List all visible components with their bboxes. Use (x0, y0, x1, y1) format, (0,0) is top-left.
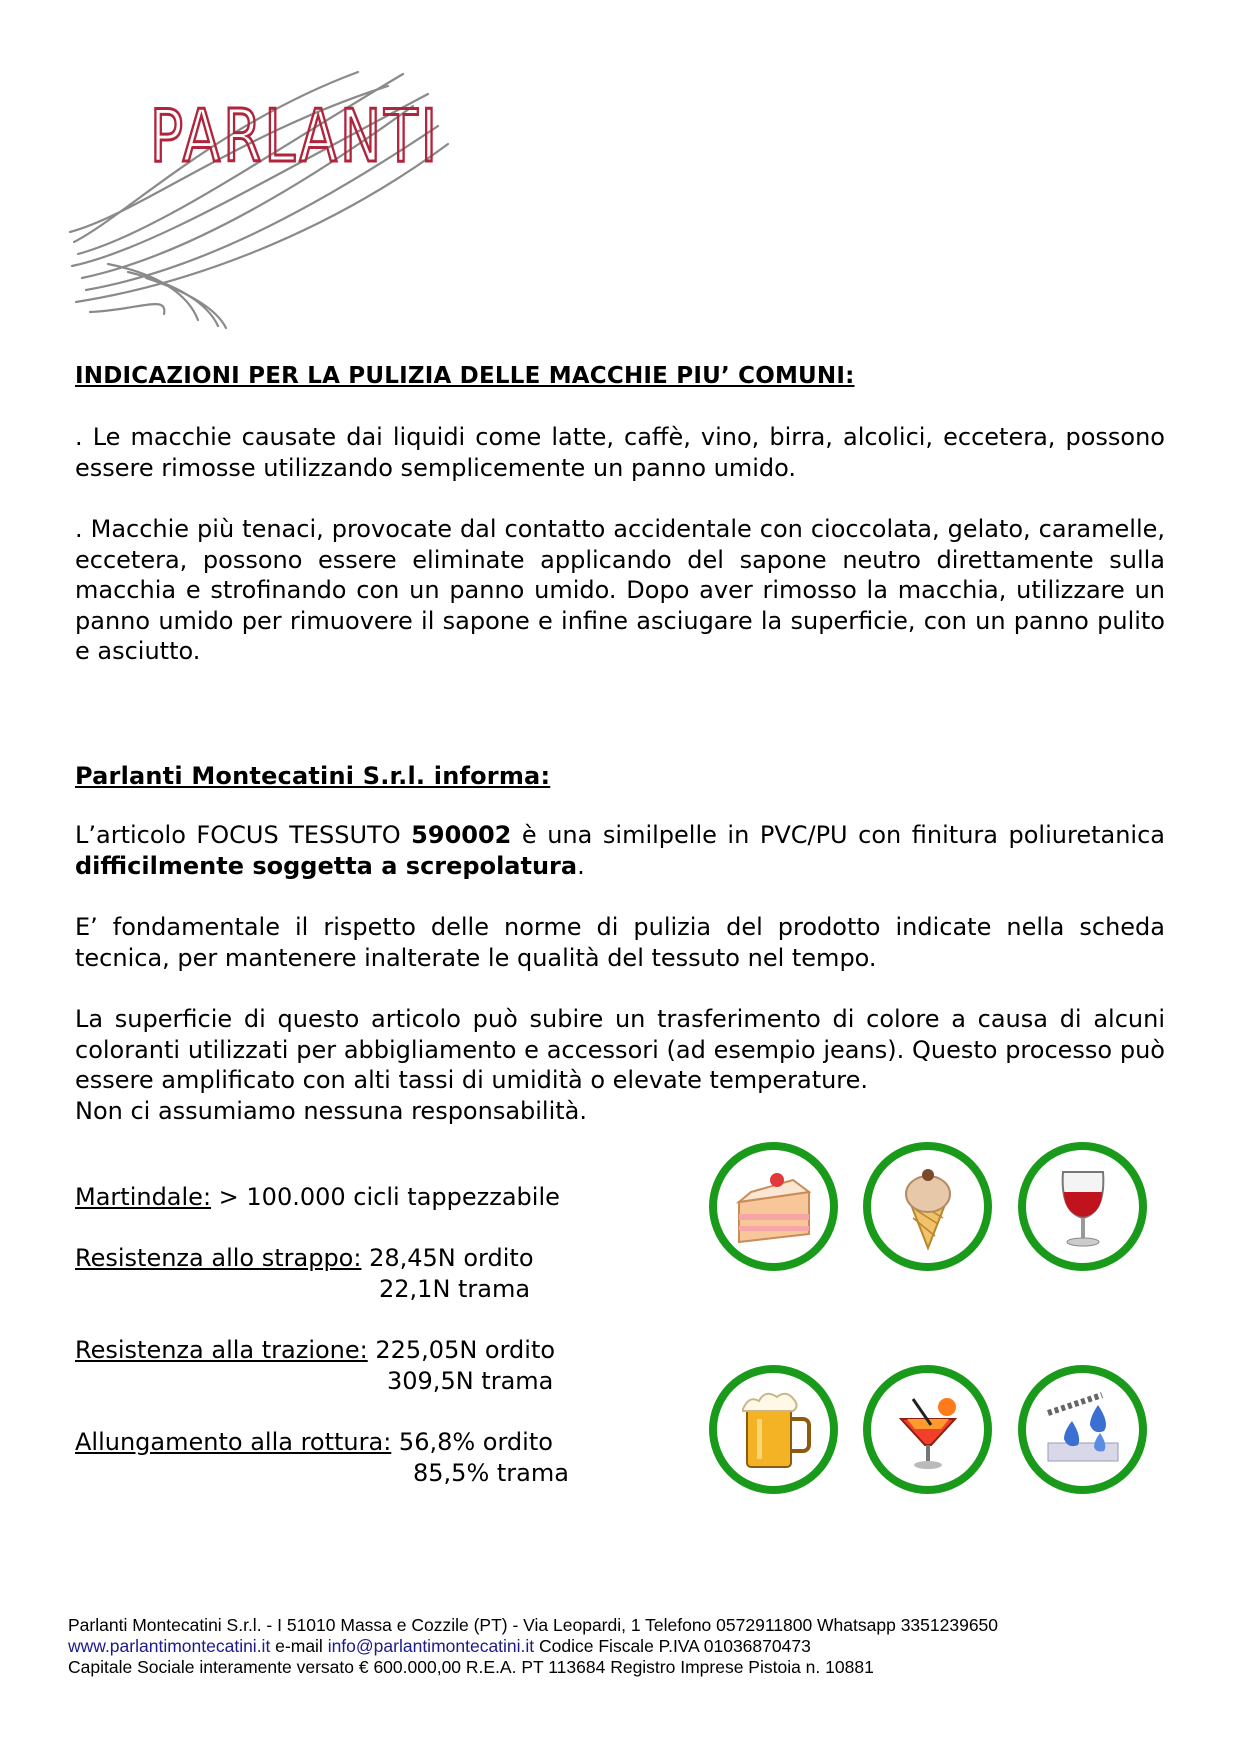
article-text-period: . (577, 851, 585, 880)
article-code: 590002 (411, 821, 512, 849)
beer-badge (709, 1365, 838, 1494)
footer-contacts (68, 1636, 811, 1657)
wine-badge (1018, 1142, 1147, 1271)
spec-label: Resistenza alla trazione: (75, 1336, 368, 1364)
spec-value-warp: 28,45N ordito (361, 1244, 534, 1272)
color-transfer-paragraph: La superficie di questo articolo può subire un trasferimento di colore a causa di alcuni coloranti utilizzati per abbigliamento e accessori (ad esempio jeans). Questo processo può essere amplificato con alti tassi di umidità o elevate temperature. (75, 1005, 1165, 1094)
ice-cream-icon (883, 1162, 973, 1252)
cleaning-paragraph-tough-stains: . Macchie più tenaci, provocate dal contatto accidentale con cioccolata, gelato, caramelle, eccetera, possono essere eliminate applicando del sapone neutro direttamente sulla macchia e strofinando con un panno umido. Dopo aver rimosso la macchia, utilizzare un panno umido per rimuovere il sapone e infine asciugare la superficie, con un panno pulito e asciutto. (75, 515, 1165, 665)
spec-value: > 100.000 cicli tappezzabile (211, 1183, 560, 1211)
fiscal-code: Codice Fiscale P.IVA 01036870473 (534, 1636, 811, 1656)
cleaning-instructions-title: INDICAZIONI PER LA PULIZIA DELLE MACCHIE PIU’ COMUNI: (75, 363, 855, 389)
article-text-highlight: difficilmente soggetta a screpolatura (75, 851, 578, 880)
company-info-title: Parlanti Montecatini S.r.l. informa: (75, 762, 551, 790)
footer-capital: Capitale Sociale interamente versato € 600.000,00 R.E.A. PT 113684 Registro Imprese Pistoia n. 10881 (68, 1657, 874, 1677)
water-drops-badge (1018, 1365, 1147, 1494)
spec-tear-resistance (75, 1243, 534, 1274)
spec-tensile-strength-weft: 309,5N trama (387, 1367, 554, 1395)
spec-value-warp: 225,05N ordito (367, 1336, 556, 1364)
article-text-intro: L’articolo FOCUS TESSUTO (75, 821, 412, 849)
spec-elongation-weft: 85,5% trama (413, 1459, 569, 1487)
footer-address: Parlanti Montecatini S.r.l. - I 51010 Massa e Cozzile (PT) - Via Leopardi, 1 Telefono 0572911800 Whatsapp 3351239650 (68, 1615, 999, 1635)
spec-label: Allungamento alla rottura: (75, 1428, 392, 1456)
water-drops-icon (1038, 1385, 1128, 1475)
email-label: e-mail (270, 1636, 328, 1656)
cake-badge (709, 1142, 838, 1271)
email-link[interactable]: info@parlantimontecatini.it (327, 1636, 535, 1656)
cleaning-paragraph-liquids: . Le macchie causate dai liquidi come latte, caffè, vino, birra, alcolici, eccetera, possono essere rimosse utilizzando semplicemente un panno umido. (75, 423, 1165, 482)
spec-elongation (75, 1427, 553, 1458)
cake-icon (729, 1162, 819, 1252)
wine-glass-icon (1038, 1162, 1128, 1252)
spec-tear-resistance-weft: 22,1N trama (379, 1275, 531, 1303)
logo-text: PARLANTI (150, 94, 440, 178)
cocktail-icon (883, 1385, 973, 1475)
spec-label: Resistenza allo strappo: (75, 1244, 362, 1272)
spec-tensile-strength (75, 1335, 555, 1366)
cleaning-norms-paragraph: E’ fondamentale il rispetto delle norme di pulizia del prodotto indicate nella scheda tecnica, per mantenere inalterate le qualità del tessuto nel tempo. (75, 913, 1165, 972)
article-text-material: è una similpelle in PVC/PU con finitura poliuretanica (511, 821, 1165, 849)
website-link[interactable]: www.parlantimontecatini.it (68, 1636, 271, 1656)
beer-mug-icon (729, 1385, 819, 1475)
article-description (75, 820, 1165, 881)
ice-cream-badge (863, 1142, 992, 1271)
disclaimer-line: Non ci assumiamo nessuna responsabilità. (75, 1097, 588, 1125)
spec-martindale (75, 1182, 560, 1213)
spec-value-warp: 56,8% ordito (391, 1428, 553, 1456)
spec-label: Martindale: (75, 1183, 212, 1211)
company-logo (68, 64, 508, 332)
cocktail-badge (863, 1365, 992, 1494)
